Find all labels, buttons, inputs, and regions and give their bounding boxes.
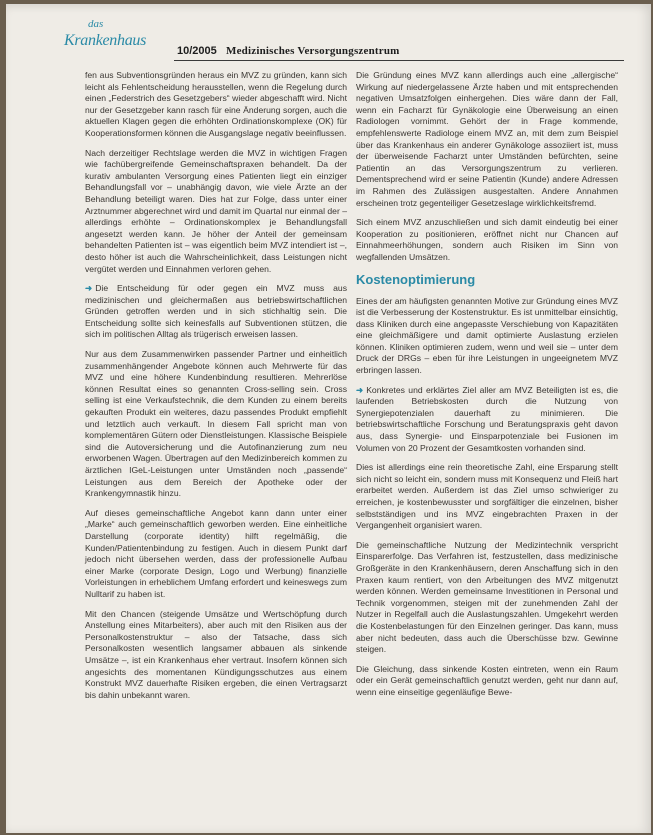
- paragraph-text: Konkretes und erklärtes Ziel aller am MVZ Beteiligten ist es, die laufenden Betriebskosten durch die Nutzung von Synergiepotenzialen dauerhaft zu minimieren. Die betriebswirtschaftliche Forschung und Beratungspraxis geht davon aus, dass Synergie- und Einsparpotenziale bei Fusionen im Volumen von 20 Prozent der Gesamtkosten vorhanden sind.: [356, 384, 618, 453]
- paragraph: fen aus Subventionsgründen heraus ein MVZ zu gründen, kann sich leicht als Fehlentscheidung herausstellen, wenn die Regelung durch einen „Federstrich des Gesetzgebers“ wieder abgeschafft wird. Nicht nur der Gesetzgeber kann rasch für eine Änderung sorgen, auch die aktuellen Klagen gegen die erhöhten Ordinationskomplexe (OK) für Kooperationsformen können die Ausgangslage negativ beeinflussen.: [85, 70, 347, 138]
- issue-number: 10/2005: [177, 45, 217, 57]
- paragraph: Die Gründung eines MVZ kann allerdings auch eine „allergische“ Wirkung auf niedergelassene Ärzte haben und mit entsprechenden negativen Umsatzfolgen einhergehen. Dies wäre dann der Fall, wenn ein Facharzt für Gynäkologie eine Überweisung an einen Radiologen vornimmt. Gehört der in Frage kommende, empfehlenswerte Radiologe einem MVZ an, mit dem zum Beispiel über das Krankenhaus ein anderer Gynäkologe assoziiert ist, muss der überweisende Facharzt unter Umständen befürchten, seine Patientin an das Versorgungszentrum zu verlieren. Dementsprechend wird er seine Patientin (Kunde) andere Adressen im Rahmen des Zulässigen ausgestalten. Andere Annahmen erscheinen trotz gegenteiliger Gesetzeslage wirklichkeitsfremd.: [356, 70, 618, 208]
- section-title: Medizinisches Versorgungszentrum: [226, 45, 400, 57]
- magazine-logo: [64, 18, 164, 58]
- paragraph: Auf dieses gemeinschaftliche Angebot kann dann unter einer „Marke“ auch gemeinschaftlich geworben werden. Eine einheitliche Darstellung (corporate identity) hilft regelmäßig, die Kunden/Patientenbindung zu festigen. Auch in diesem Punkt darf jedoch nicht übersehen werden, dass der professionelle Aufbau einer Marke (corporate Design, Logo und Werbung) finanzielle Vorleistungen in erheblichem Umfang erfordert und keineswegs zum Nulltarif zu haben ist.: [85, 507, 347, 599]
- paragraph-arrow: [85, 283, 347, 341]
- arrow-icon: ➜: [356, 384, 364, 395]
- page-header: [64, 18, 624, 58]
- right-column: [356, 70, 618, 707]
- paragraph: Nach derzeitiger Rechtslage werden die MVZ in wichtigen Fragen wie fachübergreifende Gemeinschaftspraxen behandelt. Da der kurativ ambulanten Versorgung eines Patienten liegt ein einziger Behandlungsfall vor – unabhängig davon, wie viele Ärzte an der Behandlung beteiligt waren. Dies hat zur Folge, dass unter einer Arztnummer abgerechnet wird und damit im Quartal nur einmal der – allerdings erhöhte – Ordinationskomplex je Behandlungsfall angesetzt werden kann. Je höher der Anteil der gemeinsam behandelten Patienten ist – was eigentlich beim MVZ intendiert ist –, desto höher ist auch die Wahrscheinlichkeit, dass Leistungen nicht vergütet werden und Einnahmen verloren gehen.: [85, 147, 347, 274]
- header-rule: [174, 60, 624, 61]
- left-column: [85, 70, 347, 709]
- paragraph: Mit den Chancen (steigende Umsätze und Wertschöpfung durch Anstellung eines Mitarbeiters), aber auch mit den Risiken aus der Personalkostenstruktur – also der Tatsache, dass sich Personalkosten wesentlich langsamer abbauen als sinkende Umsätze –, ist ein Krankenhaus eher vertraut. Insofern können sich angesichts des momentanen Kündigungsschutzes aus einem Konstrukt MVZ dauerhafte Risiken ergeben, die einen Vertragsarzt bis dahin unbekannt waren.: [85, 608, 347, 700]
- paragraph-arrow: [356, 385, 618, 455]
- paragraph: Die gemeinschaftliche Nutzung der Medizintechnik verspricht Einsparerfolge. Das Verfahren ist, festzustellen, dass medizinische Großgeräte in den Krankenhäusern, deren Anschaffung sich in den Praxen kaum rentiert, von den Arbeitungen des MVZ mitgenutzt werden können. Werden gemeinsame Investitionen in Personal und Technik vorgenommen, steigen mit der zunehmenden Zahl der Nutzer in Regelfall auch die Auslastungszahlen. Umgekehrt werden die Kostenbelastungen für den Einzelnen geringer. Das kann, muss aber nicht bedeuten, dass auch die Überschüsse bzw. Gewinne steigen.: [356, 539, 618, 655]
- paragraph: Nur aus dem Zusammenwirken passender Partner und einheitlich zusammenhängender Angebote können auch Mehrwerte für das MVZ und eine höhere Kundenbindung resultieren. Mehrerlöse können Resultat eines so genannten Cross-selling sein. Cross selling ist eine Verkaufstechnik, die dem Kunden zu einem bereits gekauften Produkt ein weiteres, dazu passendes Produkt empfiehlt und letztlich auch verkauft. In diesem Fall spricht man von komplementären Gütern oder Dienstleistungen. Klassische Beispiele sind die Autoversicherung und die Autofinanzierung zum neu erworbenen Wagen. Übertragen auf den Medizinbereich kommen zu ärztlichen IGeL-Leistungen unter Umständen noch „passende“ Leistungen aus dem Bereich der Apotheke oder der Krankengymnastik hinzu.: [85, 349, 347, 499]
- paragraph: Dies ist allerdings eine rein theoretische Zahl, eine Ersparung stellt sich nicht so leicht ein, sondern muss mit Konsequenz und Fleiß hart erarbeitet werden. Außerdem ist das Ziel umso schwieriger zu erreichen, je kostenbewusster und sorgfältiger die einzelnen, bisher selbstständigen und ins MVZ eingebrachten Praxen in der Vergangenheit organisiert waren.: [356, 462, 618, 531]
- logo-das: das: [88, 18, 104, 30]
- arrow-icon: ➜: [85, 283, 93, 294]
- logo-krankenhaus: Krankenhaus: [64, 32, 147, 49]
- paragraph: Sich einem MVZ anzuschließen und sich damit eindeutig bei einer Kooperation zu positionieren, eröffnet nicht nur Chancen auf Einnahmeerhöhungen, sondern auch Risiken im Sinn von wegfallenden Umsätzen.: [356, 217, 618, 262]
- magazine-page: [6, 4, 651, 833]
- paragraph: Eines der am häufigsten genannten Motive zur Gründung eines MVZ ist die Verbesserung der Kostenstruktur. Es ist unmittelbar einsichtig, dass Kliniken durch eine angepasste Verschiebung von Kapazitäten eine gleichmäßigere und damit optimierte Auslastung erzielen können. Kliniken optimieren zudem, wenn und weil sie – unter dem Druck der DRGs – eben für ihre Leistungen in ungeeignetem MVZ erbringen lassen.: [356, 295, 618, 376]
- section-heading: Kostenoptimierung: [356, 271, 476, 287]
- paragraph-text: Die Entscheidung für oder gegen ein MVZ muss aus medizinischen und gleichermaßen aus betriebswirtschaftlichen Gründen getroffen werden und in sich stichhaltig sein. Die Entscheidung sollte sich keinesfalls auf Subventionen stützen, die sich im politischen Alltag als trügerisch erweisen lassen.: [85, 283, 347, 340]
- paragraph: Die Gleichung, dass sinkende Kosten eintreten, wenn ein Raum oder ein Gerät gemeinschaftlich genutzt werden, geht nur dann auf, wenn eine einseitige gegenläufige Bewe-: [356, 663, 618, 697]
